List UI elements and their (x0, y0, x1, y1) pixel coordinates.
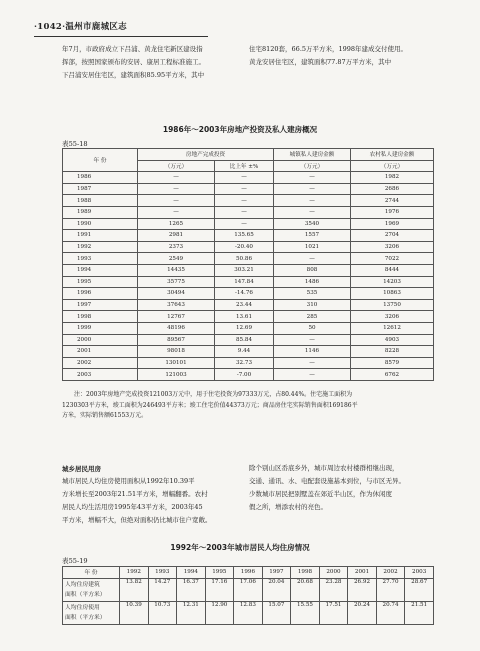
housing-area-table (62, 566, 434, 625)
year-column-header: 1998 (291, 567, 320, 579)
value-cell: 10.73 (148, 601, 177, 624)
value-cell: 285 (274, 311, 351, 323)
value-cell: 135.65 (215, 230, 274, 242)
value-cell: 10.39 (120, 601, 149, 624)
year-cell: 2002 (63, 357, 138, 369)
year-column-header: 2002 (376, 567, 405, 579)
year-cell: 1987 (63, 183, 138, 195)
value-cell: — (215, 183, 274, 195)
intro-line: 下吕浦安居住宅区，建筑面积85.95平方米，其中 (62, 71, 205, 79)
row-label-line: 人均住房使用 (65, 604, 100, 611)
value-cell: 9.44 (215, 346, 274, 358)
year-cell: 1990 (63, 218, 138, 230)
table1-number: 表55-18 (62, 140, 88, 148)
value-cell: 30494 (138, 288, 215, 300)
value-cell: 1265 (138, 218, 215, 230)
year-column-header: 2003 (405, 567, 434, 579)
value-cell: 23.44 (215, 299, 274, 311)
intro-line: 住宅8120套，66.5万平方米，1998年建成交付使用。 (249, 45, 408, 53)
year-cell: 1986 (63, 172, 138, 184)
value-cell: 48196 (138, 322, 215, 334)
row-label-line: 面积（平方米） (65, 614, 106, 621)
value-cell: — (138, 172, 215, 184)
value-cell: 2981 (138, 230, 215, 242)
section-right-column (249, 462, 434, 514)
value-cell: — (138, 195, 215, 207)
value-cell: 13.61 (215, 311, 274, 323)
value-cell: 3540 (274, 218, 351, 230)
value-cell: 50.86 (215, 253, 274, 265)
value-cell: 12.69 (215, 322, 274, 334)
value-cell: 50 (274, 322, 351, 334)
table-row (63, 276, 434, 288)
value-cell: 85.84 (215, 334, 274, 346)
intro-line: 挥部，按照国家颁布的安居、康居工程标准施工。 (62, 58, 205, 66)
table-row (63, 253, 434, 265)
year-cell: 1994 (63, 264, 138, 276)
value-cell: 130101 (138, 357, 215, 369)
value-cell: 7022 (351, 253, 434, 265)
value-cell: 10863 (351, 288, 434, 300)
section-line: 除个别山区岙底乡外，城市周边农村楼群相继出现， (249, 464, 399, 472)
section-line: 城市居民人均住房使用面积从1992年10.39平 (62, 477, 195, 485)
value-cell: 2549 (138, 253, 215, 265)
value-cell: -14.76 (215, 288, 274, 300)
urban-private-header: 城镇私人建房金额 (274, 149, 351, 161)
value-cell: — (274, 334, 351, 346)
value-cell: 37643 (138, 299, 215, 311)
real-estate-header: 房地产完成投资 (138, 149, 274, 161)
value-cell: 8444 (351, 264, 434, 276)
value-cell: 14203 (351, 276, 434, 288)
value-cell: — (274, 206, 351, 218)
value-cell: 1146 (274, 346, 351, 358)
value-cell: 12.90 (205, 601, 234, 624)
year-cell: 1993 (63, 253, 138, 265)
year-cell: 1998 (63, 311, 138, 323)
value-cell: 89567 (138, 334, 215, 346)
row-label-line: 面积（平方米） (65, 591, 106, 598)
table-row (63, 346, 434, 358)
value-cell: 15.07 (262, 601, 291, 624)
value-cell: 14435 (138, 264, 215, 276)
value-cell: 98018 (138, 346, 215, 358)
value-cell: 303.21 (215, 264, 274, 276)
value-cell: 35775 (138, 276, 215, 288)
rural-private-header: 农村私人建房金额 (351, 149, 434, 161)
value-cell: — (274, 195, 351, 207)
note-line: 方米，实际销售额61553万元。 (62, 412, 148, 419)
row-label-line: 人均住房建筑 (65, 581, 100, 588)
value-cell: 2373 (138, 241, 215, 253)
intro-line: 黄龙安居住宅区，建筑面积77.87万平方米，其中 (249, 58, 392, 66)
value-cell: 1982 (351, 172, 434, 184)
value-cell: 8228 (351, 346, 434, 358)
value-cell: 1969 (351, 218, 434, 230)
table-row (63, 578, 434, 601)
section-line: 交通、通讯、水、电配套设施基本到位，与市区无异。 (249, 477, 405, 485)
value-cell: 1021 (274, 241, 351, 253)
value-cell: 4903 (351, 334, 434, 346)
value-cell: 12.83 (234, 601, 263, 624)
table-row (63, 288, 434, 300)
value-cell: 6762 (351, 369, 434, 381)
table-row (63, 334, 434, 346)
value-cell: 17.06 (234, 578, 263, 601)
year-cell: 1995 (63, 276, 138, 288)
section-line: 少数城市居民把别墅盖在郊近半山区，作为休闲度 (249, 490, 392, 498)
unit-header: （万元） (138, 160, 215, 172)
value-cell: — (274, 183, 351, 195)
value-cell: 2704 (351, 230, 434, 242)
row-label (63, 601, 120, 624)
note-line: 1230303平方米，竣工面积为246493平方米；竣工住宅价值44373万元；商品房住宅实际销售面积169186平 (62, 401, 358, 409)
value-cell: 20.68 (291, 578, 320, 601)
value-cell: — (215, 218, 274, 230)
value-cell: 20.04 (262, 578, 291, 601)
investment-table (62, 148, 434, 381)
table-row (63, 322, 434, 334)
year-cell: 1988 (63, 195, 138, 207)
value-cell: — (215, 195, 274, 207)
value-cell: 20.24 (348, 601, 377, 624)
table-row (63, 264, 434, 276)
year-column-header: 2001 (348, 567, 377, 579)
value-cell: — (274, 369, 351, 381)
year-cell: 1991 (63, 230, 138, 242)
value-cell: 17.51 (319, 601, 348, 624)
year-column-header: 1993 (148, 567, 177, 579)
value-cell: 535 (274, 288, 351, 300)
value-cell: 121003 (138, 369, 215, 381)
year-cell: 1996 (63, 288, 138, 300)
value-cell: 23.28 (319, 578, 348, 601)
year-column-header: 1997 (262, 567, 291, 579)
value-cell: 21.51 (405, 601, 434, 624)
table1-note (62, 390, 428, 422)
value-cell: 12.31 (177, 601, 206, 624)
unit-header: （万元） (351, 160, 434, 172)
table2-number: 表55-19 (62, 557, 88, 565)
section-left-column (62, 475, 240, 527)
row-label (63, 578, 120, 601)
unit-header: （万元） (274, 160, 351, 172)
value-cell: 17.16 (205, 578, 234, 601)
value-cell: 2686 (351, 183, 434, 195)
table1-title: 1986年～2003年房地产投资及私人建房概况 (162, 125, 318, 134)
value-cell: -7.00 (215, 369, 274, 381)
value-cell: — (138, 206, 215, 218)
value-cell: 14.27 (148, 578, 177, 601)
intro-left-column (62, 43, 240, 82)
value-cell: 2744 (351, 195, 434, 207)
year-header: 年 份 (63, 149, 138, 172)
value-cell: 8579 (351, 357, 434, 369)
table-row (63, 172, 434, 184)
section-line: 方米增长至2003年21.51平方米，增幅翻番。农村 (62, 490, 208, 498)
table2-title: 1992年～2003年城市居民人均住房情况 (170, 543, 310, 552)
value-cell: 32.73 (215, 357, 274, 369)
value-cell: 28.67 (405, 578, 434, 601)
value-cell: 13.82 (120, 578, 149, 601)
value-cell: 147.84 (215, 276, 274, 288)
value-cell: 3206 (351, 241, 434, 253)
value-cell: 20.74 (376, 601, 405, 624)
table-row (63, 311, 434, 323)
year-column-header: 1995 (205, 567, 234, 579)
value-cell: — (215, 172, 274, 184)
intro-right-column (249, 43, 434, 69)
year-cell: 1997 (63, 299, 138, 311)
value-cell: 27.70 (376, 578, 405, 601)
value-cell: — (215, 206, 274, 218)
table-row (63, 195, 434, 207)
value-cell: 12612 (351, 322, 434, 334)
year-cell: 2000 (63, 334, 138, 346)
growth-header: 比上年 ±% (215, 160, 274, 172)
value-cell: 26.92 (348, 578, 377, 601)
table-row (63, 241, 434, 253)
table-row (63, 601, 434, 624)
year-header: 年 份 (63, 567, 120, 579)
value-cell: — (274, 253, 351, 265)
table-row (63, 183, 434, 195)
value-cell: 15.55 (291, 601, 320, 624)
value-cell: — (138, 183, 215, 195)
year-cell: 1989 (63, 206, 138, 218)
value-cell: 1557 (274, 230, 351, 242)
year-column-header: 1994 (177, 567, 206, 579)
value-cell: 808 (274, 264, 351, 276)
value-cell: 1976 (351, 206, 434, 218)
page-header: ·1042·温州市鹿城区志 (34, 20, 208, 37)
value-cell: 310 (274, 299, 351, 311)
year-column-header: 1996 (234, 567, 263, 579)
intro-line: 年7月，市政府成立下吕浦、黄龙住宅新区建设指 (62, 45, 203, 53)
year-cell: 2001 (63, 346, 138, 358)
value-cell: 1486 (274, 276, 351, 288)
year-cell: 2003 (63, 369, 138, 381)
year-cell: 1999 (63, 322, 138, 334)
section-line: 平方米，增幅不大，但绝对面积仍比城市住户宽敞。 (62, 516, 212, 524)
note-line: 注：2003年房地产完成投资121003万元中，用于住宅投资为97333万元，占80.44%。住宅施工面积为 (74, 391, 353, 398)
value-cell: -20.40 (215, 241, 274, 253)
value-cell: — (274, 172, 351, 184)
value-cell: — (274, 357, 351, 369)
table-row (63, 218, 434, 230)
year-cell: 1992 (63, 241, 138, 253)
value-cell: 13750 (351, 299, 434, 311)
value-cell: 3206 (351, 311, 434, 323)
table-row (63, 299, 434, 311)
value-cell: 16.37 (177, 578, 206, 601)
section-line: 假之所，增添农村的亮色。 (249, 503, 327, 511)
section-heading: 城乡居民用房 (62, 465, 101, 473)
value-cell: 12767 (138, 311, 215, 323)
year-column-header: 1992 (120, 567, 149, 579)
table-row (63, 369, 434, 381)
table-row (63, 230, 434, 242)
table-row (63, 357, 434, 369)
section-line: 居民人均生活用房1995年43平方米，2003年45 (62, 503, 203, 511)
year-column-header: 2000 (319, 567, 348, 579)
table-row (63, 206, 434, 218)
